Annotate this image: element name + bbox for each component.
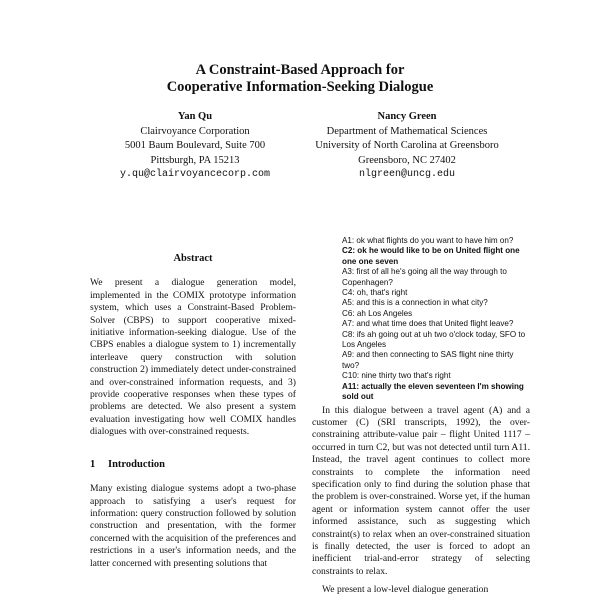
dialogue-turn: A7: and what time does that United flight leave? <box>342 319 514 329</box>
author-address-line-2: Pittsburgh, PA 15213 <box>150 154 240 166</box>
author-block-left <box>80 110 310 183</box>
section-title: Introduction <box>108 458 165 470</box>
paper-title <box>0 62 600 96</box>
dialogue-turn: A9: and then connecting to SAS flight nine thirty two? <box>342 350 514 370</box>
left-column <box>90 253 296 570</box>
author-affiliation: Clairvoyance Corporation <box>140 125 250 137</box>
body-paragraph: We present a low-level dialogue generation <box>322 584 489 596</box>
dialogue-turn: A1: ok what flights do you want to have him on? <box>342 236 514 245</box>
abstract-heading: Abstract <box>173 253 213 264</box>
author-address-line-1: 5001 Baum Boulevard, Suite 700 <box>124 140 266 151</box>
dialogue-turn: C4: oh, that's right <box>342 288 408 298</box>
dialogue-turn: C2: ok he would like to be on United flight one one one seven <box>342 246 520 266</box>
title-line-1: A Constraint-Based Approach for <box>195 62 405 78</box>
section-number: 1 <box>90 458 96 470</box>
abstract-text: We present a dialogue generation model, implemented in the COMIX prototype information system, which uses a Constraint-Based Problem-Solver (CBPS) to support cooperative mixed-initiative information-seeking dialogue. Use of the CBPS enables a dialogue system to 1) incrementally interleave query construction with solution construction 2) immediately detect under-constrained and over-constrained information requests, and 3) provide cooperative responses when these types of problems are detected. We also present a system evaluation investigating how well COMIX handles dialogues with over-constrained requests. <box>90 277 296 438</box>
author-address-line-1: University of North Carolina at Greensboro <box>315 140 499 151</box>
title-line-2: Cooperative Information-Seeking Dialogue <box>166 79 434 95</box>
dialogue-turn: C10: nine thirty two that's right <box>342 371 451 381</box>
dialogue-turn: A5: and this is a connection in what city? <box>342 298 488 308</box>
dialogue-turn: A11: actually the eleven seventeen I'm showing sold out <box>342 381 524 402</box>
right-column <box>312 236 530 597</box>
dialogue-turn: C6: ah Los Angeles <box>342 308 413 318</box>
body-paragraph: In this dialogue between a travel agent (A) and a customer (C) (SRI transcripts, 1992), the over-constraining attribute-value pair – flight United 1117 – occurred in turn C2, but was not detected until turn A11. Instead, the travel agent continues to collect more constraints to complete the information need specification only to find during the solution phase that the problem is over-constrained. Worse yet, if the human agent or information system cannot offer the user informed assistance, such as suggesting which constraint(s) to relax when an over-constrained situation is finally detected, the user is forced to adopt an inefficient trial-and-error strategy of selecting constraints to relax. <box>312 404 530 577</box>
dialogue-turn: A3: first of all he's going all the way through to Copenhagen? <box>342 267 507 287</box>
dialogue-excerpt <box>312 236 530 403</box>
author-name: Yan Qu <box>177 111 213 122</box>
introduction-paragraph: Many existing dialogue systems adopt a two-phase approach to satisfying a user's request for information: query construction followed by solution construction and presentation, with the former concerned with the acquisition of the preferences and restrictions in a user's information needs, and the latter concerned with presenting solutions that <box>90 483 296 569</box>
author-name: Nancy Green <box>377 111 437 122</box>
author-block-right <box>282 110 532 183</box>
author-email: nlgreen@uncg.edu <box>358 169 455 180</box>
author-address-line-2: Greensboro, NC 27402 <box>358 154 456 166</box>
dialogue-turn: C8: ifs ah going out at uh two o'clock today, SFO to Los Angeles <box>342 329 526 350</box>
section-heading <box>90 459 296 471</box>
author-affiliation: Department of Mathematical Sciences <box>326 125 488 137</box>
author-email: y.qu@clairvoyancecorp.com <box>119 169 271 180</box>
